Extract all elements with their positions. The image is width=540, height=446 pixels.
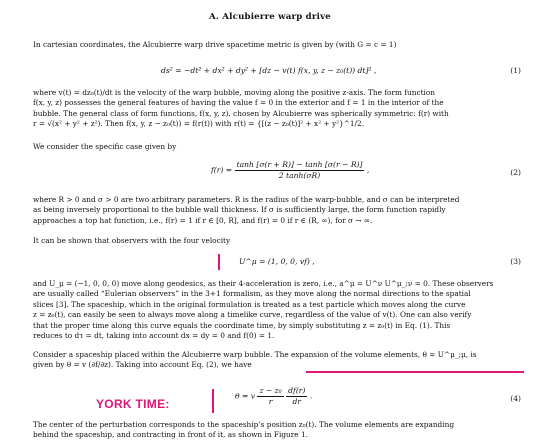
equation-3-body: U^μ = (1, 0, 0, vf) , [239, 257, 315, 266]
equation-2-body [211, 160, 369, 181]
equation-4-fraction-2-numerator: df(r) [288, 386, 306, 395]
text-line: where R > 0 and σ > 0 are two arbitrary parameters. R is the radius of the warp-bubble, and σ can be interpreted [33, 195, 460, 204]
text-line: r = √(x² + y² + z²). Then f(x, y, z − z₀(t)) = f(r(t)) with r(t) = {[(z − z₀(t)]² + x² + y²}^1/2. [33, 119, 365, 129]
text-line: f(x, y, z) possesses the general features of having the value f = 0 in the exterior and f = 1 in the interior of the [33, 98, 444, 108]
text-line: behind the spaceship, and contracting in front of it, as shown in Figure 1. [33, 430, 308, 440]
parameters-paragraph [33, 195, 521, 226]
equation-1-body: ds² = −dt² + dx² + dy² + [dz − v(t) f(x, y, z − z₀(t)) dt]² , [161, 66, 377, 75]
text-line: We consider the specific case given by [33, 142, 177, 151]
equation-2-number: (2) [510, 168, 521, 177]
text-line: bubble. The general class of form functions, f(x, y, z), chosen by Alcubierre was spherically symmetric: f(r) with [33, 108, 449, 118]
metric-explanation-paragraph [33, 88, 521, 130]
perturbation-paragraph [33, 420, 521, 441]
equation-4-number: (4) [510, 394, 521, 403]
text-line: slices [3]. The spaceship, which in the original formulation is treated as a test particle which moves along the curve [33, 299, 466, 309]
equation-1-number: (1) [510, 66, 521, 75]
text-line: It can be shown that observers with the four velocity [33, 236, 231, 245]
text-line: reduces to dτ = dt, taking into account dx = dy = 0 and f(0) = 1. [33, 331, 275, 341]
annotation-underline [306, 371, 524, 373]
equation-4-fraction-2 [286, 386, 307, 407]
text-line: The center of the perturbation corresponds to the spaceship’s position z₀(t). The volume elements are expanding [33, 420, 455, 429]
equation-2-lhs: f(r) = [211, 165, 233, 175]
equation-1 [33, 66, 521, 80]
text-line: where v(t) = dz₀(t)/dt is the velocity of the warp bubble, moving along the positive z-axis. The form function [33, 88, 436, 97]
text-line: In cartesian coordinates, the Alcubierre warp drive spacetime metric is given by (with G = c = 1) [33, 40, 397, 49]
text-line: given by θ = v (∂f/∂z). Taking into account Eq. (2), we have [33, 360, 252, 370]
text-line: that the proper time along this curve equals the coordinate time, by simply substituting z = z₀(t) in Eq. (1). This [33, 320, 451, 330]
text-line: Consider a spaceship placed within the Alcubierre warp bubble. The expansion of the volume elements, θ = U^μ_;μ, is [33, 350, 477, 359]
text-line: approaches a top hat function, i.e., f(r) = 1 if r ∈ [0, R], and f(r) = 0 if r ∈ (R, ∞), for σ → ∞. [33, 215, 373, 225]
text-line: z = z₀(t), can easily be seen to always move along a timelike curve, regardless of the value of v(t). One can also verify [33, 310, 472, 320]
expansion-paragraph [33, 350, 521, 371]
york-time-annotation: YORK TIME: [96, 397, 170, 411]
text-line: as being inversely proportional to the bubble wall thickness. If σ is sufficiently large, the form function rapidly [33, 205, 446, 215]
equation-4-fraction-1-numerator: z − z₀ [259, 386, 282, 395]
equation-4 [33, 386, 521, 412]
equation-4-body [235, 386, 312, 407]
equation-2-fraction [235, 160, 365, 181]
equation-4-lhs: θ = v [235, 391, 256, 401]
equation-4-tail: . [309, 391, 313, 401]
four-velocity-paragraph [33, 236, 521, 246]
equation-4-fraction-2-denominator: dr [292, 397, 302, 406]
equation-3-number: (3) [510, 257, 521, 266]
section-heading: A. Alcubierre warp drive [209, 12, 331, 22]
equation-2 [33, 160, 521, 186]
eulerian-observers-paragraph [33, 279, 521, 341]
equation-2-tail: , [366, 165, 370, 175]
equation-2-numerator: tanh [σ(r + R)] − tanh [σ(r − R)] [236, 160, 363, 169]
specific-case-paragraph [33, 142, 521, 152]
text-line: are usually called “Eulerian observers” in the 3+1 formalism, as they move along the normal directions to the spatial [33, 289, 471, 299]
equation-4-fraction-1-denominator: r [268, 397, 273, 406]
equation-3 [33, 257, 521, 271]
intro-paragraph [33, 40, 521, 50]
text-line: and U_μ = (−1, 0, 0, 0) move along geodesics, as their 4-acceleration is zero, i.e., a^μ = U^ν U^μ_;ν = 0. These observers [33, 279, 494, 288]
equation-2-denominator: 2 tanh(σR) [278, 171, 321, 180]
equation-4-fraction-1 [257, 386, 283, 407]
